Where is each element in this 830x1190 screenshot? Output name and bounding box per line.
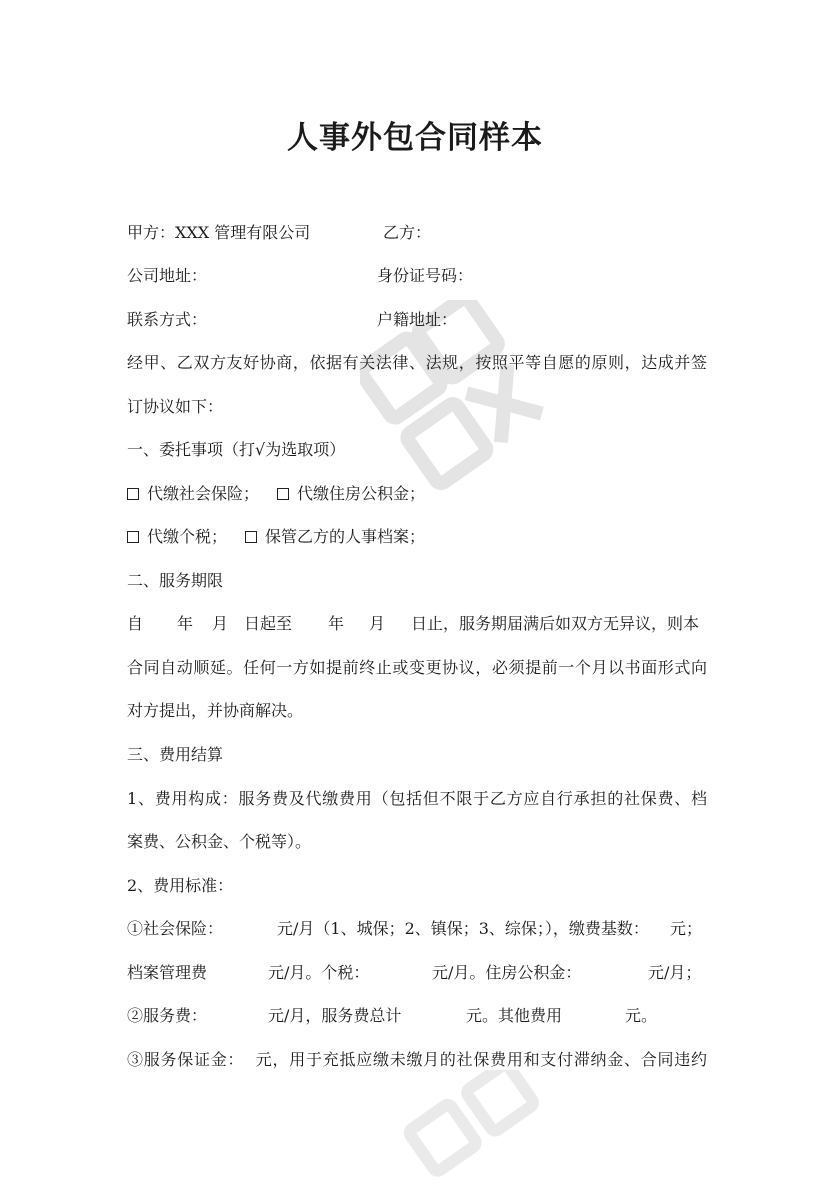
term-day-start: 日起至 [244, 614, 293, 633]
fee-composition-line-1: 1、费用构成：服务费及代缴费用（包括但不限于乙方应自行承担的社保费、档 [127, 789, 707, 808]
fee-composition-line-2: 案费、公积金、个税等）。 [127, 832, 312, 851]
service-fee-unit: 元/月，服务费总计 [268, 1006, 402, 1025]
section3-heading: 三、费用结算 [127, 745, 224, 764]
option-label: 代缴社会保险； [147, 484, 260, 503]
fee-standard-heading: 2、费用标准： [127, 876, 234, 895]
option-archive-custody[interactable] [245, 527, 425, 547]
term-month-2: 月 [369, 614, 386, 633]
party-a: 甲方：XXX 管理有限公司 [127, 223, 311, 242]
party-b: 乙方： [383, 223, 432, 242]
service-fee-label: ②服务费： [127, 1006, 208, 1025]
company-address-label: 公司地址： [127, 266, 208, 285]
checkbox[interactable] [127, 531, 139, 543]
service-total-unit: 元。其他费用 [466, 1006, 563, 1025]
housing-fund-unit: 元/月； [648, 963, 702, 982]
page-title: 人事外包合同样本 [287, 120, 543, 156]
term-year-2: 年 [328, 614, 345, 633]
section1-heading: 一、委托事项（打√为选取项） [127, 440, 346, 459]
social-insurance-label: ①社会保险： [127, 919, 224, 938]
household-address-label: 户籍地址： [377, 310, 458, 329]
intro-line-1: 经甲、乙双方友好协商，依据有关法律、法规，按照平等自愿的原则，达成并签 [127, 353, 707, 372]
option-label: 保管乙方的人事档案； [265, 527, 426, 546]
option-housing-fund[interactable] [277, 484, 425, 504]
contact-label: 联系方式： [127, 310, 208, 329]
social-insurance-end: 元； [670, 919, 703, 938]
term-day-end: 日止，服务期届满后如双方无异议，则本 [411, 614, 700, 633]
service-deposit-line: ③服务保证金： 元，用于充抵应缴未缴月的社保费用和支付滞纳金、合同违约 [127, 1050, 707, 1069]
archive-fee-label: 档案管理费 [127, 963, 208, 982]
term-month-1: 月 [212, 614, 229, 633]
social-insurance-unit: 元/月（1、城保；2、镇保；3、综保；），缴费基数： [277, 919, 649, 938]
section2-line-3: 对方提出，并协商解决。 [127, 701, 304, 720]
other-fee-unit: 元。 [625, 1006, 658, 1025]
income-tax-unit: 元/月。住房公积金： [432, 963, 582, 982]
term-year-1: 年 [177, 614, 194, 633]
section2-line-2: 合同自动顺延。任何一方如提前终止或变更协议，必须提前一个月以书面形式向 [127, 658, 707, 677]
term-from: 自 [127, 614, 144, 633]
option-label: 代缴个税； [147, 527, 228, 546]
watermark-logo-bottom [380, 1070, 580, 1190]
checkbox[interactable] [245, 531, 257, 543]
section2-heading: 二、服务期限 [127, 571, 224, 590]
checkbox[interactable] [277, 488, 289, 500]
id-number-label: 身份证号码： [377, 266, 474, 285]
intro-line-2: 订协议如下： [127, 397, 224, 416]
option-income-tax[interactable] [127, 527, 227, 547]
option-social-insurance[interactable] [127, 484, 259, 504]
archive-fee-unit: 元/月。个税： [268, 963, 370, 982]
checkbox[interactable] [127, 488, 139, 500]
option-label: 代缴住房公积金； [297, 484, 426, 503]
